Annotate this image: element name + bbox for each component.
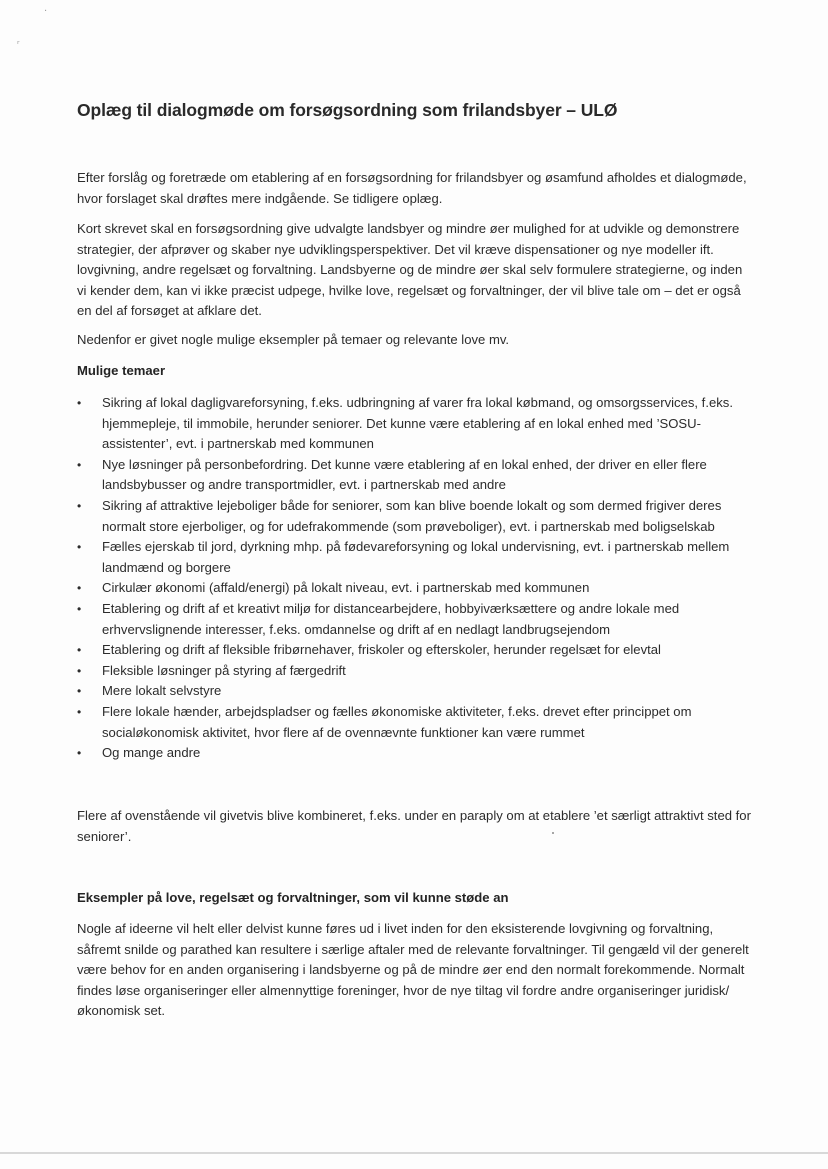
scan-mark: ᵣ — [17, 36, 20, 47]
intro-paragraph-1: Efter forslåg og foretræde om etablering af en forsøgsordning for frilandsbyer og øsamfund afholdes et dialogmøde, hvor forslaget skal drøftes mere indgående. Se tidligere oplæg. — [77, 170, 747, 206]
list-item-text: Nye løsninger på personbefordring. Det kunne være etablering af en lokal enhed, der driver en eller flere landsbybusser og andre transportmidler, evt. i partnerskab med andre — [102, 456, 707, 493]
bullet-icon: • — [77, 704, 82, 719]
bullet-icon: • — [77, 663, 82, 678]
scan-edge-line — [0, 1152, 828, 1154]
scan-speck — [552, 832, 554, 834]
document-title: Oplæg til dialogmøde om forsøgsordning som frilandsbyer – ULØ — [77, 100, 618, 120]
list-item — [77, 681, 747, 702]
list-item-text: Fleksible løsninger på styring af færgedrift — [102, 662, 346, 678]
list-item — [77, 578, 747, 599]
bullet-icon: • — [77, 643, 82, 658]
intro-paragraph-3: Nedenfor er givet nogle mulige eksempler på temaer og relevante love mv. — [77, 332, 510, 347]
list-item — [77, 455, 747, 496]
list-item-text: Cirkulær økonomi (affald/energi) på lokalt niveau, evt. i partnerskab med kommunen — [102, 580, 590, 596]
bullet-icon: • — [77, 581, 82, 596]
list-item — [77, 661, 747, 682]
scan-speck: · — [44, 6, 48, 17]
list-item-text: Sikring af attraktive lejeboliger både for seniorer, som kan blive boende lokalt og som dermed frigiver deres normalt store ejerboliger, og for udefrakommende (som prøveboliger), evt. i partnerskab med boligselskab — [102, 497, 722, 534]
bullet-icon: • — [77, 457, 82, 472]
bullet-icon: • — [77, 684, 82, 699]
laws-paragraph: Nogle af ideerne vil helt eller delvist kunne føres ud i livet inden for den eksisterende lovgivning og forvaltning, såfremt snilde og parathed kan resultere i særlige aftaler med de relevante forvaltninger. Til gengæld vil der generelt være behov for en anden organisering i landsbyerne og på de mindre øer end den normalt forekommende. Normalt findes løse organiseringer eller almennyttige foreninger, hvor de nye tiltag vil fordre andre organiseringer juridisk/økonomisk set. — [77, 921, 749, 1019]
combination-paragraph: Flere af ovenstående vil givetvis blive kombineret, f.eks. under en paraply om at etablere ’et særligt attraktivt sted for seniorer’. — [77, 808, 751, 844]
list-item-text: Flere lokale hænder, arbejdspladser og fælles økonomiske aktiviteter, f.eks. drevet efter princippet om socialøkonomisk aktivitet, hvor flere af de ovennævnte funktioner kan være rummet — [102, 703, 692, 740]
list-item-text: Sikring af lokal dagligvareforsyning, f.eks. udbringning af varer fra lokal købmand, og omsorgsservices, f.eks. hjemmepleje, til immobile, herunder seniorer. Det kunne være etablering af en lokal enhed med ’SOSU-assistenter’, evt. i partnerskab med kommunen — [102, 395, 733, 452]
list-item-text: Og mange andre — [102, 745, 201, 761]
list-item — [77, 640, 747, 661]
bullet-icon: • — [77, 601, 82, 616]
list-item-text: Fælles ejerskab til jord, dyrkning mhp. på fødevareforsyning og lokal undervisning, evt. i partnerskab mellem landmænd og borgere — [102, 539, 730, 575]
list-item — [77, 537, 747, 578]
list-item-text: Etablering og drift af fleksible fribørnehaver, friskoler og efterskoler, herunder regelsæt for elevtal — [102, 642, 661, 658]
list-item-text: Mere lokalt selvstyre — [102, 683, 222, 699]
themes-heading: Mulige temaer — [77, 363, 166, 378]
list-item — [77, 702, 747, 743]
bullet-icon: • — [77, 540, 82, 555]
list-item — [77, 743, 747, 764]
bullet-icon: • — [77, 746, 82, 761]
themes-list — [77, 393, 747, 764]
list-item — [77, 599, 747, 640]
list-item — [77, 496, 747, 537]
bullet-icon: • — [77, 498, 82, 513]
laws-heading: Eksempler på love, regelsæt og forvaltninger, som vil kunne støde an — [77, 890, 509, 905]
list-item — [77, 393, 747, 455]
list-item-text: Etablering og drift af et kreativt miljø for distancearbejdere, hobbyiværksættere og andre lokale med erhvervslignende interesser, f.eks. omdannelse og drift af en nedlagt landbrugsejendom — [102, 600, 680, 637]
intro-paragraph-2: Kort skrevet skal en forsøgsordning give udvalgte landsbyer og mindre øer mulighed for at udvikle og demonstrere strategier, der afprøver og skaber nye udviklingsperspektiver. Det vil kræve dispensationer og nye modeller ift. lovgivning, andre regelsæt og forvaltning. Landsbyerne og de mindre øer skal selv formulere strategierne, og inden vi kender dem, kan vi ikke præcist udpege, hvilke love, regelsæt og forvaltninger, der vil blive tale om – det er også en del af forsøget at afklare det. — [77, 221, 743, 319]
bullet-icon: • — [77, 396, 82, 410]
